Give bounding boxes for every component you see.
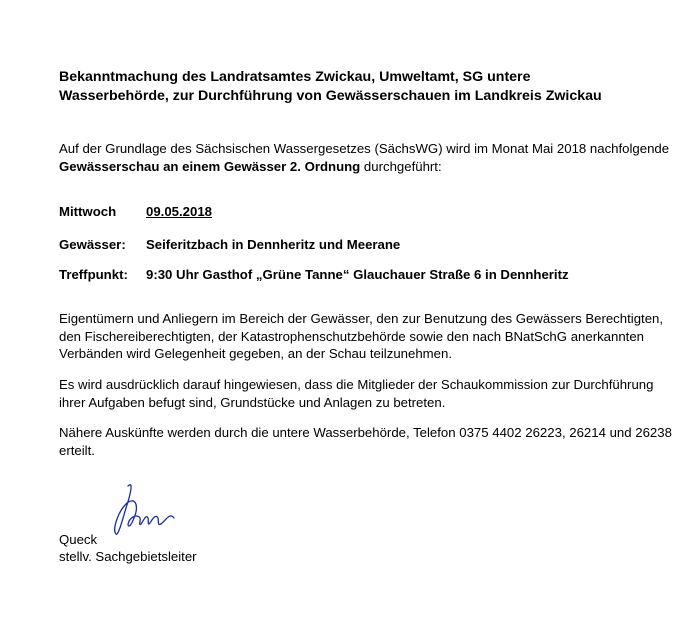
document-title: Bekanntmachung des Landratsamtes Zwickau, Umweltamt, SG untere Wasserbehörde, zur Durchführung von Gewässerschauen im Landkreis Zwickau: [59, 69, 602, 104]
meeting-value: 9:30 Uhr Gasthof „Grüne Tanne“ Glauchauer Straße 6 in Dennheritz: [146, 267, 569, 282]
contact-paragraph: Nähere Auskünfte werden durch die untere Wasserbehörde, Telefon 0375 4402 26223, 26214 und 26238 erteilt.: [59, 425, 672, 458]
intro-text-end: durchgeführt:: [360, 158, 442, 174]
signer-role: stellv. Sachgebietsleiter: [59, 549, 197, 564]
signer-name: Queck: [59, 532, 98, 547]
intro-text-start: Auf der Grundlage des Sächsischen Wassergesetzes (SächsWG) wird im Monat Mai 2018 nachfolgende: [59, 141, 670, 156]
intro-text-bold: Gewässerschau an einem Gewässer 2. Ordnung: [59, 158, 361, 174]
water-label: Gewässer:: [59, 237, 126, 252]
date-row: [59, 203, 212, 221]
participation-paragraph: Eigentümern und Anliegern im Bereich der Gewässer, den zur Benutzung des Gewässers Berechtigten, den Fischereiberechtigten, der Katastrophenschutzbehörde sowie den nach BNatSchG anerkannten Verbänden wird Gelegenheit gegeben, an der Schau teilzunehmen.: [59, 311, 664, 361]
handwritten-signature: [104, 478, 182, 542]
inspection-date: 09.05.2018: [146, 204, 213, 219]
weekday: Mittwoch: [59, 204, 117, 219]
meeting-label: Treffpunkt:: [59, 267, 128, 282]
water-value: Seiferitzbach in Dennheritz und Meerane: [146, 237, 401, 252]
meeting-point-row: [59, 266, 569, 284]
water-row: [59, 236, 400, 254]
access-rights-paragraph: Es wird ausdrücklich darauf hingewiesen, dass die Mitglieder der Schaukommission zur Durchführung ihrer Aufgaben befugt sind, Grundstücke und Anlagen zu betreten.: [59, 377, 654, 410]
intro-paragraph: [59, 140, 679, 175]
